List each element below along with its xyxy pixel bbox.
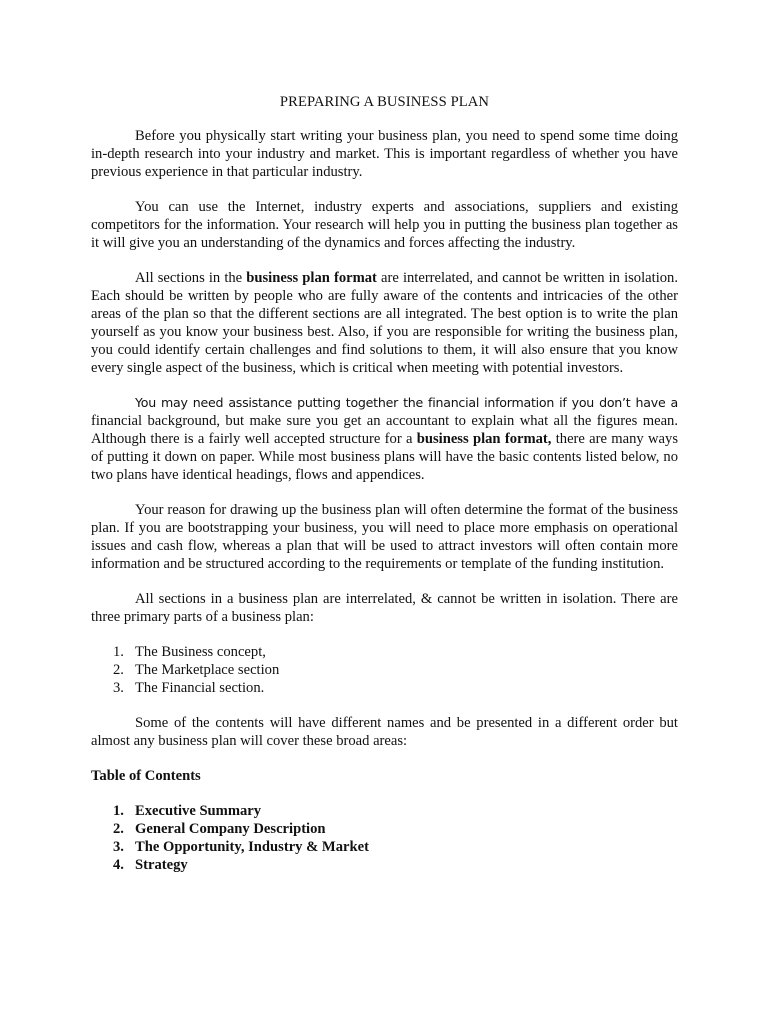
list-label: The Financial section. [135,680,265,696]
paragraph-text: are interrelated, and cannot be written in isolation. Each should be written by people who are fully aware of the contents and intricacies of the other areas of the plan so that the different sections are all integrated. The best option is to write the plan yourself as you know your business best. Also, if you are responsible for writing the business plan, you could identify certain challenges and find solutions to them, it will also ensure that you know every single aspect of the business, which is critical when meeting with potential investors. [91,270,678,376]
toc-number: 4. [113,857,124,873]
toc-item [91,802,678,820]
paragraph-lead-text: You may need assistance putting together the financial information if you don’t have a [135,395,678,410]
paragraph-financial [91,394,678,484]
list-number: 1. [113,644,124,660]
primary-parts-list [91,643,678,697]
toc-label: Executive Summary [135,803,262,819]
paragraph-primary-parts: All sections in a business plan are interrelated, & cannot be written in isolation. There are three primary parts of a business plan: [91,591,678,625]
paragraph-sections [91,269,678,377]
toc-item [91,856,678,874]
toc-number: 3. [113,839,124,855]
paragraph-research: Before you physically start writing your business plan, you need to spend some time doing in-depth research into your industry and market. This is important regardless of whether you have previous experience in that particular industry. [91,128,678,180]
toc-number: 1. [113,803,124,819]
document-page [91,93,678,891]
toc-item [91,820,678,838]
paragraph-text: there are many ways of putting it down on paper. While most business plans will have the basic contents listed below, no two plans have identical headings, flows and appendices. [91,431,678,483]
paragraph-text: financial background, but make sure you get an accountant to explain what all the figures mean. Although there is a fairly well accepted structure for a [91,413,678,447]
list-label: The Business concept, [135,644,266,660]
paragraph-sources: You can use the Internet, industry experts and associations, suppliers and existing competitors for the information. Your research will help you in putting the business plan together as it will give you an understanding of the dynamics and forces affecting the industry. [91,199,678,251]
list-number: 2. [113,662,124,678]
list-item [91,661,678,679]
list-item [91,679,678,697]
paragraph-reason: Your reason for drawing up the business plan will often determine the format of the business plan. If you are bootstrapping your business, you will need to place more emphasis on operational issues and cash flow, whereas a plan that will be used to attract investors will often contain more information and be structured according to the requirements or template of the funding institution. [91,502,678,572]
toc-label: General Company Description [135,821,326,837]
list-label: The Marketplace section [135,662,280,678]
list-number: 3. [113,680,124,696]
paragraph-contents: Some of the contents will have different names and be presented in a different order but almost any business plan will cover these broad areas: [91,715,678,749]
toc-label: Strategy [135,857,188,873]
document-title: PREPARING A BUSINESS PLAN [279,94,490,110]
table-of-contents-list [91,802,678,874]
paragraph-text: All sections in the [135,270,247,286]
toc-label: The Opportunity, Industry & Market [135,839,369,855]
list-item [91,643,678,661]
toc-heading: Table of Contents [91,768,201,784]
toc-item [91,838,678,856]
bold-phrase: business plan format, [416,431,552,447]
bold-phrase: business plan format [246,270,377,286]
toc-number: 2. [113,821,124,837]
